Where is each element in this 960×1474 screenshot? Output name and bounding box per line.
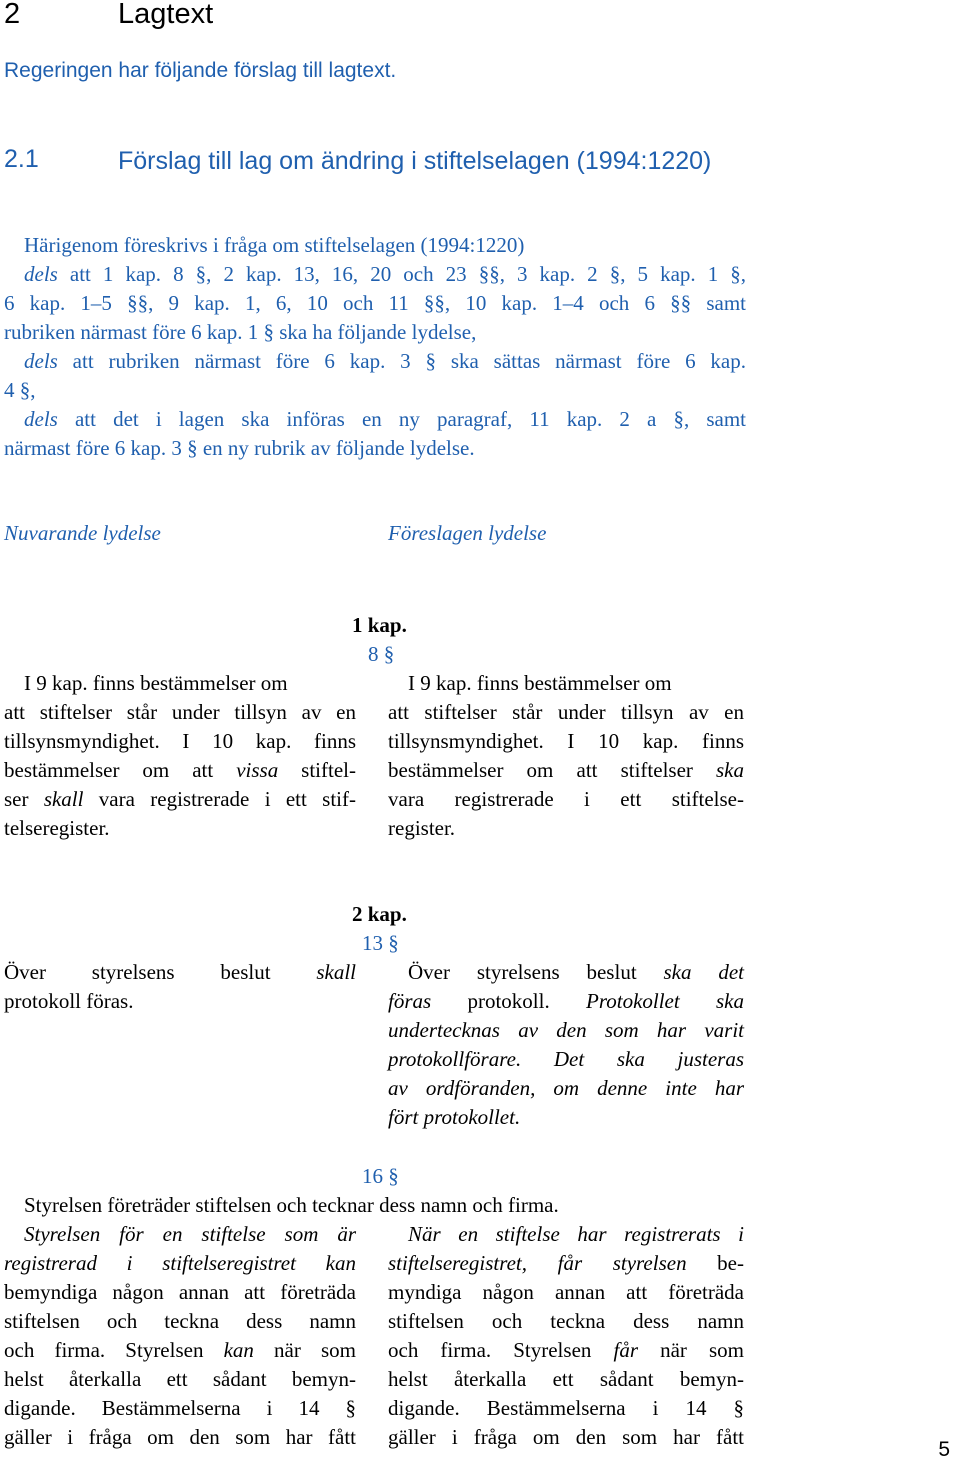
preamble-line: Härigenom föreskrivs i fråga om stiftelselagen (1994:1220) [24, 233, 525, 257]
text-line: digande. Bestämmelserna i 14 § [388, 1396, 744, 1420]
preamble-line: dels att rubriken närmast före 6 kap. 3 § ska sättas närmast före 6 kap. [24, 349, 746, 373]
chapter-ref: 2 kap. [352, 902, 407, 926]
text-line: myndiga någon annan att företräda [388, 1280, 744, 1304]
text-line: När en stiftelse har registrerats i [408, 1222, 744, 1246]
text-line: Över styrelsens beslut ska det [408, 960, 744, 984]
text-line: Styrelsen för en stiftelse som är [24, 1222, 356, 1246]
text-line: att stiftelser står under tillsyn av en [4, 700, 356, 724]
paragraph-ref: 13 § [362, 931, 399, 955]
text-line: stiftelseregistret, får styrelsen be- [388, 1251, 744, 1275]
preamble-line: 6 kap. 1–5 §§, 9 kap. 1, 6, 10 och 11 §§, 10 kap. 1–4 och 6 §§ samt [4, 291, 746, 315]
text-line: protokollförare. Det ska justeras [388, 1047, 744, 1071]
text-line: fört protokollet. [388, 1105, 521, 1129]
text-line: register. [388, 816, 456, 840]
preamble-line: dels att det i lagen ska införas en ny paragraf, 11 kap. 2 a §, samt [24, 407, 746, 431]
text-line: I 9 kap. finns bestämmelser om [24, 671, 288, 695]
text-line: vara registrerade i ett stiftelse- [388, 787, 744, 811]
text-line: bestämmelser om att vissa stiftel- [4, 758, 356, 782]
section-number: 2.1 [4, 145, 39, 173]
text-line: föras protokoll. Protokollet ska [388, 989, 744, 1013]
text-line: Över styrelsens beslut skall [4, 960, 356, 984]
text-line: bestämmelser om att stiftelser ska [388, 758, 744, 782]
text-line: helst återkalla ett sådant bemyn- [388, 1367, 744, 1391]
text-line: av ordföranden, om denne inte har [388, 1076, 744, 1100]
section-title: Förslag till lag om ändring i stiftelselagen (1994:1220) [118, 147, 712, 175]
preamble-line: närmast före 6 kap. 3 § en ny rubrik av följande lydelse. [4, 436, 475, 460]
text-line: ser skall vara registrerade i ett stif- [4, 787, 356, 811]
text-line: registrerad i stiftelseregistret kan [4, 1251, 356, 1275]
text-line: gäller i fråga om den som har fått [4, 1425, 356, 1449]
text-line: telseregister. [4, 816, 110, 840]
preamble-line: dels att 1 kap. 8 §, 2 kap. 13, 16, 20 och 23 §§, 3 kap. 2 §, 5 kap. 1 §, [24, 262, 747, 286]
preamble-line: rubriken närmast före 6 kap. 1 § ska ha följande lydelse, [4, 320, 477, 344]
text-line: tillsynsmyndighet. I 10 kap. finns [388, 729, 744, 753]
text-line: att stiftelser står under tillsyn av en [388, 700, 744, 724]
shared-text-line: Styrelsen företräder stiftelsen och tecknar dess namn och firma. [24, 1193, 559, 1217]
preamble-line: 4 §, [4, 378, 36, 402]
text-line: protokoll föras. [4, 989, 134, 1013]
column-header-proposed: Föreslagen lydelse [388, 521, 547, 545]
text-line: I 9 kap. finns bestämmelser om [408, 671, 672, 695]
paragraph-ref: 16 § [362, 1164, 399, 1188]
chapter-ref: 1 kap. [352, 613, 407, 637]
text-line: undertecknas av den som har varit [388, 1018, 744, 1042]
text-line: och firma. Styrelsen kan när som [4, 1338, 356, 1362]
text-line: stiftelsen och teckna dess namn [4, 1309, 356, 1333]
page-number: 5 [938, 1438, 950, 1461]
text-line: digande. Bestämmelserna i 14 § [4, 1396, 356, 1420]
chapter-number: 2 [4, 0, 21, 30]
text-line: helst återkalla ett sådant bemyn- [4, 1367, 356, 1391]
text-line: stiftelsen och teckna dess namn [388, 1309, 744, 1333]
text-line: gäller i fråga om den som har fått [388, 1425, 744, 1449]
text-line: tillsynsmyndighet. I 10 kap. finns [4, 729, 356, 753]
chapter-title: Lagtext [118, 0, 214, 30]
column-header-current: Nuvarande lydelse [4, 521, 161, 545]
text-line: och firma. Styrelsen får när som [388, 1338, 745, 1362]
intro-text: Regeringen har följande förslag till lagtext. [4, 59, 397, 82]
paragraph-ref: 8 § [368, 642, 395, 666]
text-line: bemyndiga någon annan att företräda [4, 1280, 356, 1304]
